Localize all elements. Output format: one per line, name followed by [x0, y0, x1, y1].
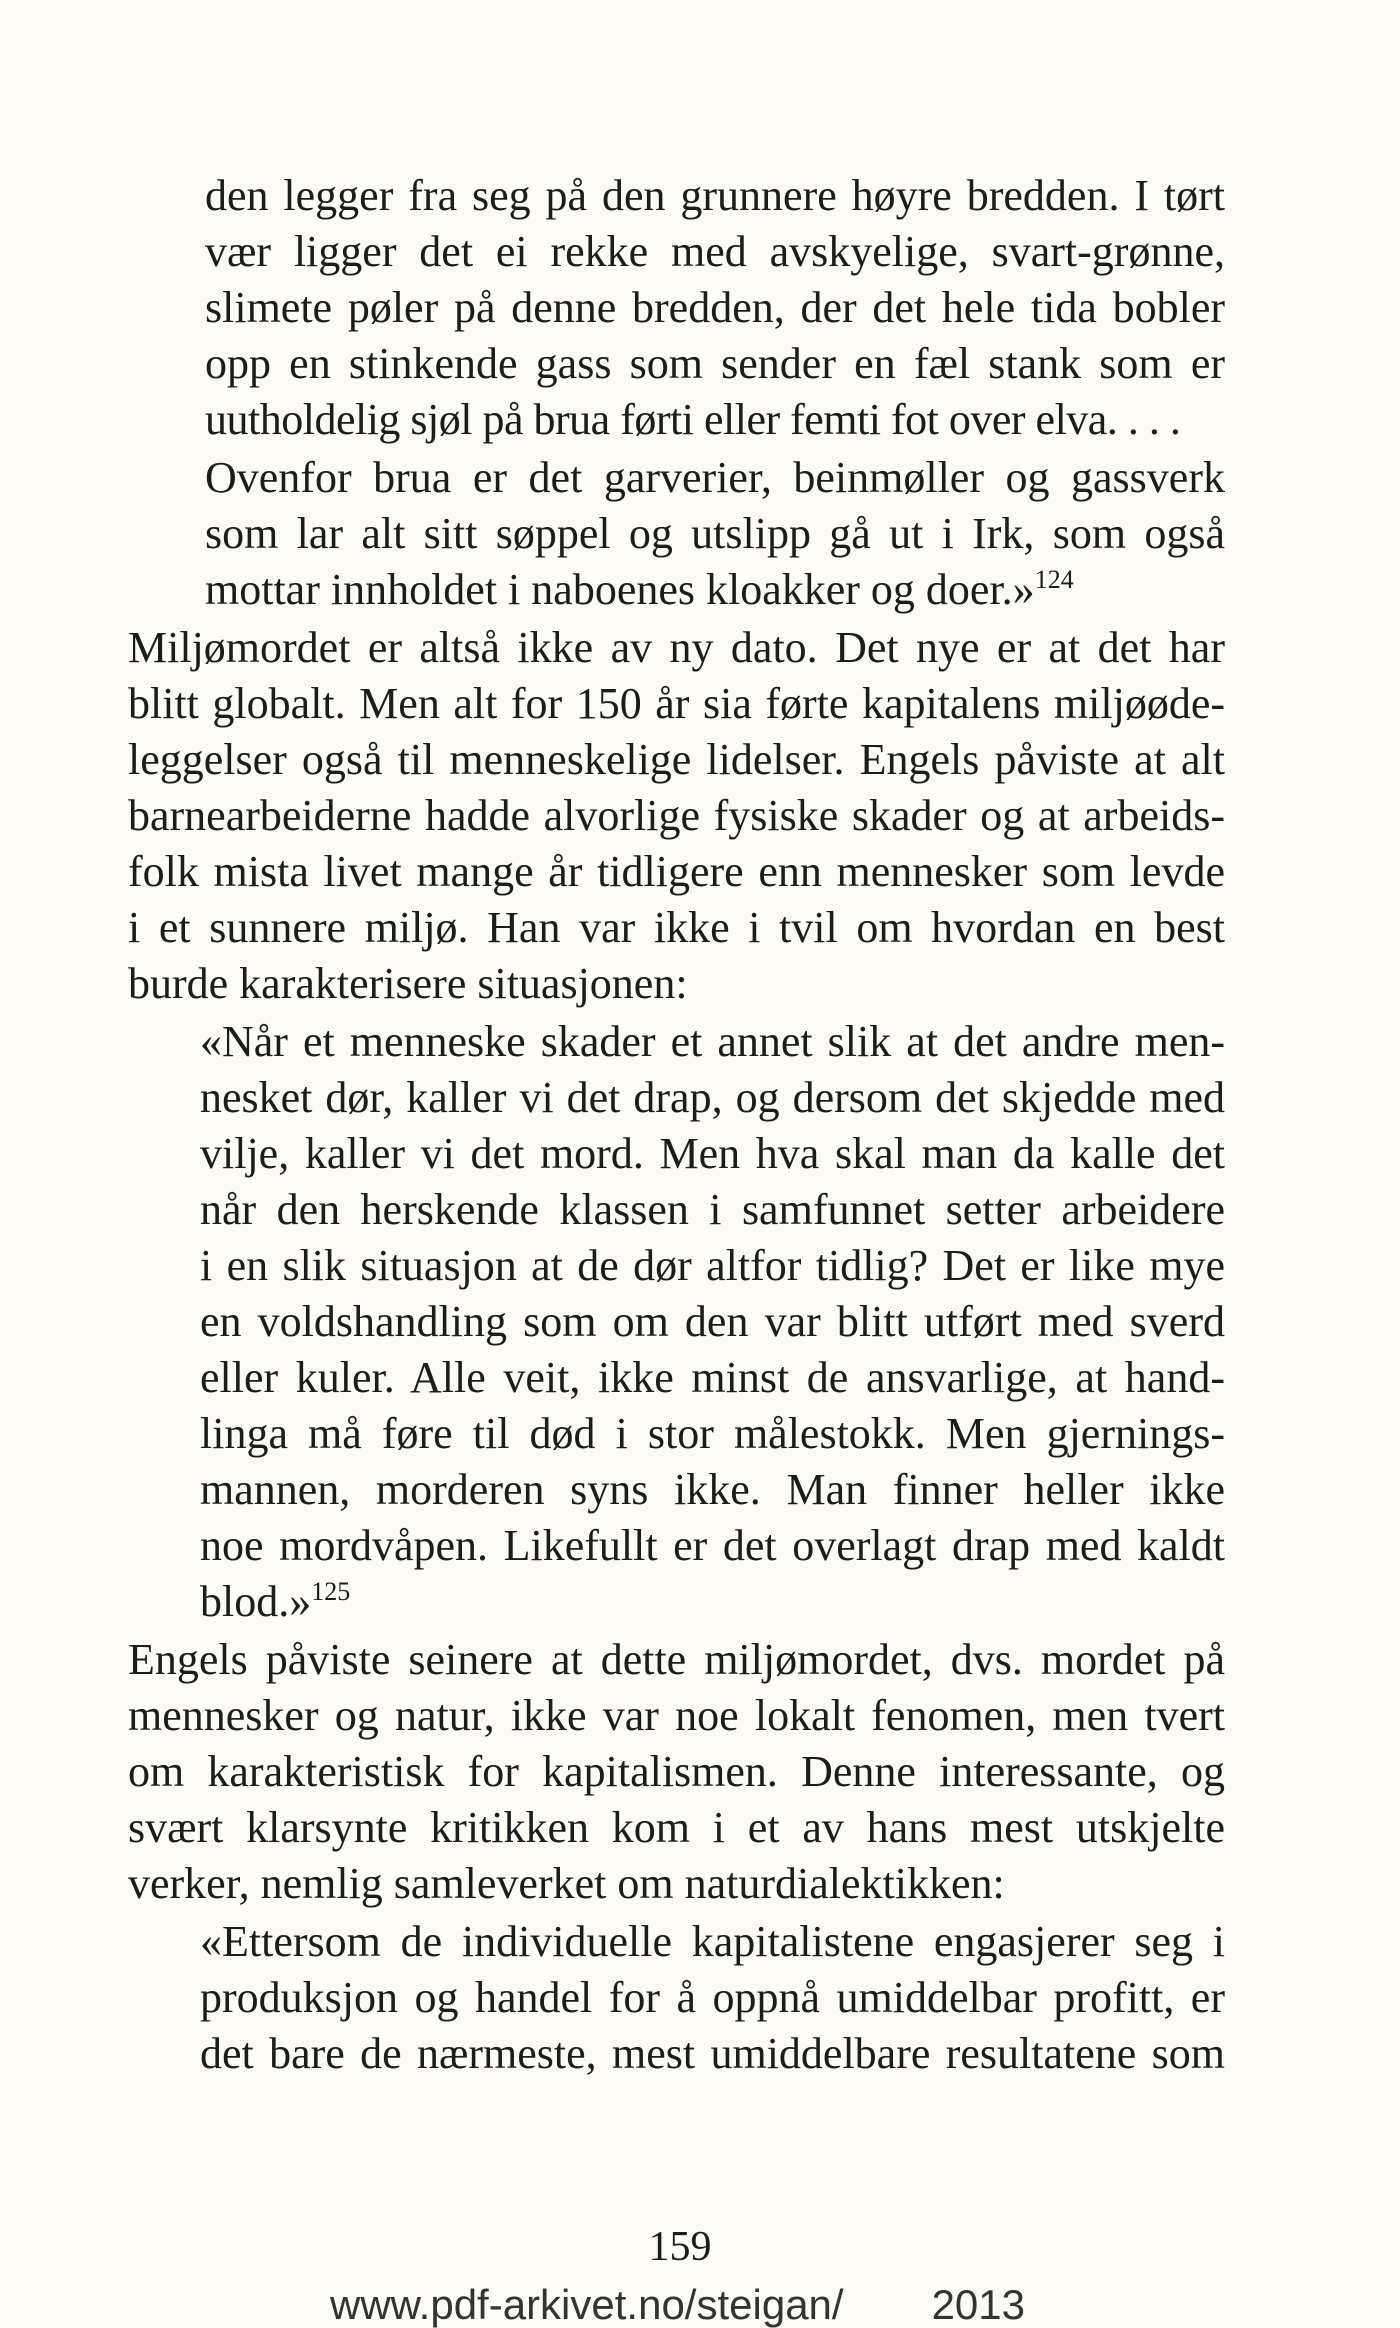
text-line: burde karakterisere situasjonen: — [128, 959, 688, 1008]
text-line: i et sunnere miljø. Han var ikke i tvil om hvordan en best — [128, 903, 1225, 952]
text-line: mennesker og natur, ikke var noe lokalt fenomen, men tvert — [128, 1691, 1225, 1740]
text-line: leggelser også til menneskelige lidelser. Engels påviste at alt — [128, 735, 1225, 784]
text-line: «Ettersom de individuelle kapitalistene engasjerer seg i — [200, 1917, 1225, 1966]
page-number: 159 — [648, 2224, 712, 2270]
footnote-marker-124: 124 — [1034, 565, 1074, 594]
text-line: opp en stinkende gass som sender en fæl stank som er — [205, 339, 1225, 388]
footer — [330, 2282, 1025, 2328]
text-line: Ovenfor brua er det garverier, beinmøller og gassverk — [205, 453, 1225, 502]
text-line: linga må føre til død i stor målestokk. Men gjernings- — [200, 1409, 1225, 1458]
text-line: vilje, kaller vi det mord. Men hva skal man da kalle det — [200, 1129, 1225, 1178]
text-line: folk mista livet mange år tidligere enn mennesker som levde — [128, 847, 1225, 896]
text-line: blitt globalt. Men alt for 150 år sia førte kapitalens miljøøde- — [128, 679, 1225, 728]
text-line: Miljømordet er altså ikke av ny dato. Det nye er at det har — [128, 623, 1225, 672]
text-line: noe mordvåpen. Likefullt er det overlagt drap med kaldt — [200, 1521, 1225, 1570]
text-line-content: mottar innholdet i naboenes kloakker og doer.» — [205, 565, 1035, 614]
text-line: om karakteristisk for kapitalismen. Denne interessante, og — [128, 1747, 1225, 1796]
text-line — [205, 562, 1225, 618]
text-line: uutholdelig sjøl på brua førti eller femti fot over elva. . . . — [205, 395, 1181, 444]
text-line: nesket dør, kaller vi det drap, og dersom det skjedde med — [200, 1073, 1225, 1122]
footnote-marker-125: 125 — [311, 1577, 351, 1606]
footer-year: 2013 — [931, 2281, 1026, 2328]
text-line: den legger fra seg på den grunnere høyre bredden. I tørt — [205, 171, 1225, 220]
text-line: «Når et menneske skader et annet slik at det andre men- — [200, 1017, 1225, 1066]
text-line: svært klarsynte kritikken kom i et av hans mest utskjelte — [128, 1803, 1225, 1852]
text-line: når den herskende klassen i samfunnet setter arbeidere — [200, 1185, 1225, 1234]
text-line: som lar alt sitt søppel og utslipp gå ut i Irk, som også — [205, 509, 1225, 558]
text-line — [200, 1574, 1225, 1630]
text-line: barnearbeiderne hadde alvorlige fysiske skader og at arbeids- — [128, 791, 1225, 840]
text-line: verker, nemlig samleverket om naturdialektikken: — [128, 1859, 1005, 1908]
text-line: vær ligger det ei rekke med avskyelige, svart-grønne, — [205, 227, 1225, 276]
text-line: en voldshandling som om den var blitt utført med sverd — [200, 1297, 1225, 1346]
text-line: produksjon og handel for å oppnå umiddelbar profitt, er — [200, 1973, 1225, 2022]
text-line: i en slik situasjon at de dør altfor tidlig? Det er like mye — [200, 1241, 1225, 1290]
text-line: mannen, morderen syns ikke. Man finner heller ikke — [200, 1465, 1225, 1514]
footer-url[interactable]: www.pdf-arkivet.no/steigan/ — [330, 2281, 844, 2328]
text-line: det bare de nærmeste, mest umiddelbare resultatene som — [200, 2029, 1225, 2078]
text-line-content: blod.» — [200, 1577, 312, 1626]
text-line: Engels påviste seinere at dette miljømordet, dvs. mordet på — [128, 1635, 1225, 1684]
text-line: slimete pøler på denne bredden, der det hele tida bobler — [205, 283, 1225, 332]
text-line: eller kuler. Alle veit, ikke minst de ansvarlige, at hand- — [200, 1353, 1225, 1402]
